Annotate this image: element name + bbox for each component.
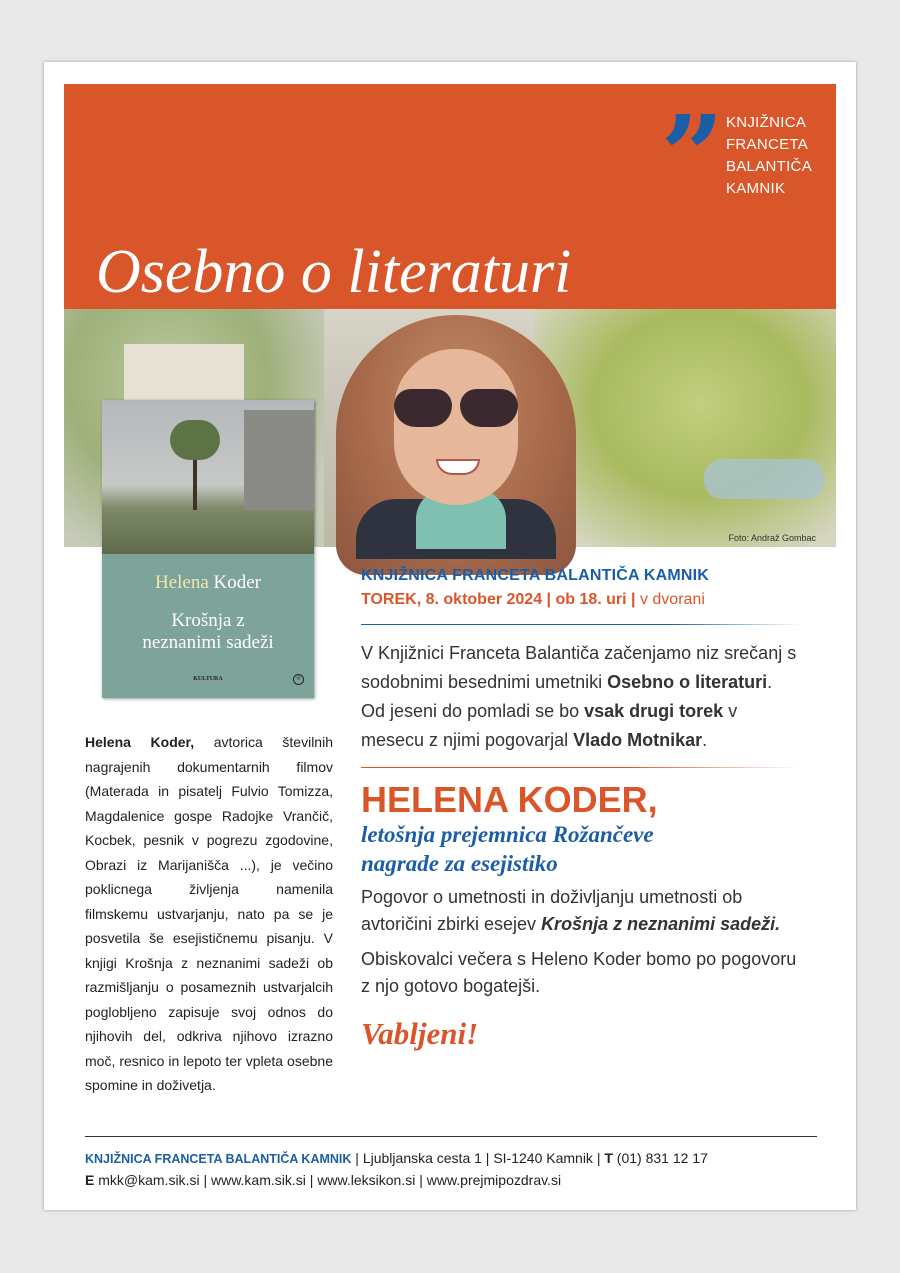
background-car <box>704 459 824 499</box>
book-author <box>102 572 314 594</box>
divider <box>361 624 801 625</box>
moderator-name: Vlado Motnikar <box>573 730 703 750</box>
logo-text <box>726 112 812 200</box>
event-invitation: Obiskovalci večera s Heleno Koder bomo po pogovoru z njo gotovo bogatejši. <box>361 949 797 996</box>
footer <box>85 1148 825 1191</box>
book-title-line: Krošnja z <box>171 610 245 631</box>
intro-text: . Od jeseni do pomladi se bo <box>361 672 773 721</box>
portrait <box>336 309 576 547</box>
footer-address: | Ljubljanska cesta 1 | SI-1240 Kamnik | <box>351 1150 605 1166</box>
phone-label: T <box>604 1150 613 1166</box>
footer-contacts: mkk@kam.sik.si | www.kam.sik.si | www.leksikon.si | www.prejmipozdrav.si <box>94 1172 562 1188</box>
logo-line: FRANCETA <box>725 136 809 153</box>
book-cover <box>102 400 314 698</box>
footer-divider <box>85 1136 817 1137</box>
bio-name: Helena Koder, <box>85 734 195 750</box>
description-text: Pogovor o umetnosti in doživljanju umetnosti ob avtoričini zbirki esejev <box>361 887 743 934</box>
event-room: v dvorani <box>635 591 705 608</box>
event-description <box>361 884 801 938</box>
divider <box>361 767 801 768</box>
book-cover-photo <box>102 400 314 554</box>
guest-subtitle-line: letošnja prejemnica Rožančeve <box>361 822 654 847</box>
library-logo <box>660 91 812 220</box>
sunglasses-icon <box>390 389 522 429</box>
book-author-first: Helena <box>154 572 209 593</box>
footer-line-2 <box>85 1170 825 1191</box>
author-bio <box>85 730 333 1098</box>
poster-sheet <box>44 62 856 1210</box>
logo-line: KAMNIK <box>725 180 786 197</box>
event-details <box>361 564 801 1052</box>
series-name: Osebno o literaturi <box>607 672 768 692</box>
footer-line-1 <box>85 1148 825 1170</box>
event-date: TOREK, 8. oktober 2024 | ob 18. uri | <box>361 591 636 608</box>
intro-text: V Knjižnici Franceta Balantiča začenjamo niz srečanj s sodobnimi besednimi umetniki <box>361 643 797 692</box>
book-cover-trunk <box>193 455 197 510</box>
quote-mark-icon: ” <box>660 91 714 220</box>
publisher-mark-icon: ® <box>293 674 304 685</box>
publisher-logo: KULTURA <box>193 676 223 682</box>
footer-phone: (01) 831 12 17 <box>612 1150 708 1166</box>
schedule-highlight: vsak drugi torek <box>584 701 724 721</box>
closing-text: Vabljeni! <box>361 1016 479 1051</box>
bio-text: avtorica številnih nagrajenih dokumentarnih filmov (Materada in pisatelj Fulvio Tomizza, Magdalenice gospe Radojke Vrančič, Kocbek, pesnik v pogrezu zgodovine, Obrazi iz Marijanišča ...), je večino poklicnega življenja namenila filmskemu ustvarjanju, nato pa se je posvetila še esejističnemu pisanju. V knjigi Krošnja z neznanimi sadeži ob razmišljanju o posameznih ustvarjalcih poglobljeno zapisuje svoj odnos do njihovih del, odkriva njihovo izrazno moč, resnico in lepoto ter vpleta osebne spomine in doživetja. <box>85 734 333 1093</box>
page-title: Osebno o literaturi <box>96 238 572 306</box>
book-title <box>102 610 314 654</box>
logo-line: BALANTIČA <box>725 158 812 175</box>
intro-text: v mesecu z njimi pogovarjal <box>361 701 738 750</box>
email-label: E <box>85 1172 95 1188</box>
event-datetime <box>361 588 801 612</box>
logo-line: KNJIŽNICA <box>725 114 807 131</box>
book-cover-tree <box>170 420 220 460</box>
right-lens <box>460 389 518 427</box>
photo-credit: Foto: Andraž Gombac <box>728 533 816 543</box>
left-lens <box>394 389 452 427</box>
book-title-highlight: Krošnja z neznanimi sadeži. <box>541 914 781 934</box>
guest-name: HELENA KODER, <box>361 779 658 820</box>
footer-org: KNJIŽNICA FRANCETA BALANTIČA KAMNIK <box>85 1152 352 1166</box>
book-title-line: neznanimi sadeži <box>142 632 274 653</box>
venue-title: KNJIŽNICA FRANCETA BALANTIČA KAMNIK <box>361 567 710 584</box>
book-cover-panel <box>102 554 314 698</box>
intro-text: . <box>702 730 708 750</box>
background-tree <box>534 309 836 547</box>
book-cover-building <box>244 410 314 510</box>
book-author-last: Koder <box>213 572 262 593</box>
guest-subtitle-line: nagrade za esejistiko <box>361 851 558 876</box>
guest-subtitle <box>361 820 801 878</box>
intro-paragraph <box>361 639 801 755</box>
